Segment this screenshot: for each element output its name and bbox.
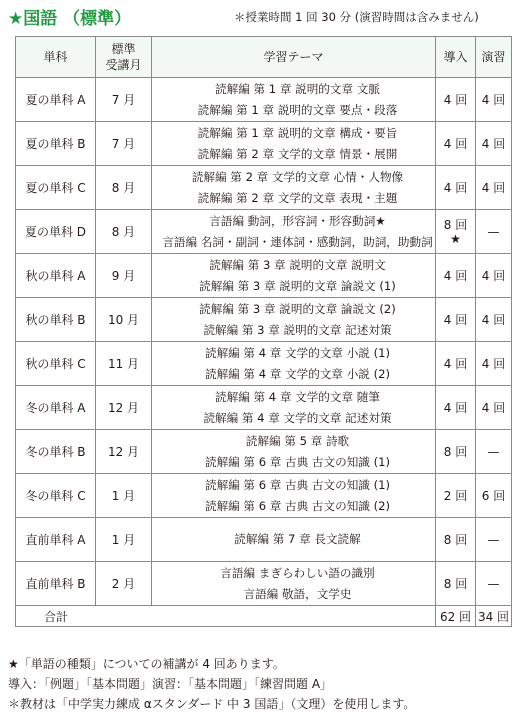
curriculum-table bbox=[15, 36, 512, 627]
subject-cell: 秋の単科 C bbox=[16, 342, 96, 386]
theme-line: 読解編 第 6 章 古典 古文の知識 (1) bbox=[204, 477, 391, 492]
table-row bbox=[16, 562, 512, 606]
subject-cell: 夏の単科 C bbox=[16, 166, 96, 210]
theme-cell bbox=[152, 298, 436, 342]
header-intro: 導入 bbox=[436, 37, 476, 78]
practice-cell: 4 回 bbox=[476, 254, 512, 298]
subject-cell: 直前単科 B bbox=[16, 562, 96, 606]
table-row bbox=[16, 386, 512, 430]
footer-note-2: 導入：「例題」「基本問題」演習：「基本問題」「練習問題 A」 bbox=[8, 677, 333, 691]
page-title: ★国語 （標準） bbox=[8, 9, 132, 29]
theme-cell bbox=[152, 518, 436, 562]
theme-cell bbox=[152, 386, 436, 430]
intro-cell: 8 回 bbox=[436, 430, 476, 474]
month-cell: 9 月 bbox=[96, 254, 152, 298]
subject-cell: 秋の単科 A bbox=[16, 254, 96, 298]
total-row bbox=[16, 606, 512, 627]
table-row bbox=[16, 430, 512, 474]
practice-cell: 6 回 bbox=[476, 474, 512, 518]
intro-count: 8 回 bbox=[443, 217, 468, 232]
theme-cell bbox=[152, 430, 436, 474]
intro-cell: 4 回 bbox=[436, 78, 476, 122]
month-cell: 2 月 bbox=[96, 562, 152, 606]
header-subject: 単科 bbox=[16, 37, 96, 78]
subject-cell: 夏の単科 A bbox=[16, 78, 96, 122]
month-cell: 11 月 bbox=[96, 342, 152, 386]
theme-line: 読解編 第 3 章 説明的文章 説明文 bbox=[209, 257, 386, 272]
theme-line: 言語編 敬語，文学史 bbox=[243, 586, 352, 601]
intro-cell: 4 回 bbox=[436, 166, 476, 210]
practice-cell: 4 回 bbox=[476, 78, 512, 122]
practice-cell: — bbox=[476, 518, 512, 562]
theme-cell bbox=[152, 254, 436, 298]
month-cell: 7 月 bbox=[96, 78, 152, 122]
theme-line: 言語編 動詞，形容詞・形容動詞★ bbox=[209, 213, 386, 228]
intro-cell: 8 回 bbox=[436, 518, 476, 562]
intro-cell: 4 回 bbox=[436, 386, 476, 430]
practice-cell: 4 回 bbox=[476, 298, 512, 342]
theme-cell bbox=[152, 474, 436, 518]
month-cell: 12 月 bbox=[96, 430, 152, 474]
practice-cell: 4 回 bbox=[476, 122, 512, 166]
intro-cell: 4 回 bbox=[436, 342, 476, 386]
subject-cell: 夏の単科 D bbox=[16, 210, 96, 254]
theme-line: 言語編 名詞・副詞・連体詞・感動詞，助詞，助動詞 bbox=[162, 234, 433, 249]
header-practice: 演習 bbox=[476, 37, 512, 78]
header-theme: 学習テーマ bbox=[152, 37, 436, 78]
table-row bbox=[16, 298, 512, 342]
intro-cell: 4 回 bbox=[436, 298, 476, 342]
theme-line: 読解編 第 7 章 長文読解 bbox=[234, 532, 361, 546]
theme-line: 読解編 第 3 章 説明的文章 論説文 (1) bbox=[199, 278, 396, 293]
month-cell: 10 月 bbox=[96, 298, 152, 342]
theme-line: 読解編 第 6 章 古典 古文の知識 (1) bbox=[204, 454, 391, 469]
theme-cell bbox=[152, 342, 436, 386]
table-row bbox=[16, 342, 512, 386]
month-cell: 7 月 bbox=[96, 122, 152, 166]
theme-line: 読解編 第 5 章 詩歌 bbox=[245, 433, 350, 448]
total-intro: 62 回 bbox=[436, 606, 476, 627]
table-row bbox=[16, 254, 512, 298]
month-cell: 1 月 bbox=[96, 518, 152, 562]
theme-line: 読解編 第 1 章 説明的文章 文脈 bbox=[215, 81, 380, 96]
subject-cell: 秋の単科 B bbox=[16, 298, 96, 342]
table-row bbox=[16, 78, 512, 122]
month-cell: 8 月 bbox=[96, 210, 152, 254]
practice-cell: — bbox=[476, 210, 512, 254]
theme-line: 読解編 第 3 章 説明的文章 記述対策 bbox=[203, 322, 392, 337]
theme-line: 読解編 第 6 章 古典 古文の知識 (2) bbox=[204, 498, 391, 513]
total-practice: 34 回 bbox=[476, 606, 512, 627]
theme-line: 読解編 第 3 章 説明的文章 論説文 (2) bbox=[199, 301, 396, 316]
practice-cell: — bbox=[476, 430, 512, 474]
header-standard-month bbox=[96, 37, 152, 78]
total-label: 合計 bbox=[16, 606, 436, 627]
subject-cell: 直前単科 A bbox=[16, 518, 96, 562]
footer-note-1: ★「単語の種類」についての補講が 4 回あります。 bbox=[8, 657, 285, 671]
table-row bbox=[16, 210, 512, 254]
month-cell: 12 月 bbox=[96, 386, 152, 430]
theme-line: 読解編 第 2 章 文学的文章 表現・主題 bbox=[197, 190, 398, 205]
footer-notes bbox=[8, 654, 415, 714]
subject-cell: 夏の単科 B bbox=[16, 122, 96, 166]
intro-cell: 8 回 bbox=[436, 562, 476, 606]
subject-cell: 冬の単科 B bbox=[16, 430, 96, 474]
practice-cell: — bbox=[476, 562, 512, 606]
intro-cell bbox=[436, 210, 476, 254]
theme-cell bbox=[152, 166, 436, 210]
practice-cell: 4 回 bbox=[476, 166, 512, 210]
theme-line: 読解編 第 2 章 文学的文章 心情・人物像 bbox=[191, 169, 404, 184]
theme-cell bbox=[152, 122, 436, 166]
theme-cell bbox=[152, 78, 436, 122]
theme-line: 読解編 第 4 章 文学的文章 記述対策 bbox=[203, 410, 392, 425]
table-row bbox=[16, 474, 512, 518]
intro-cell: 2 回 bbox=[436, 474, 476, 518]
practice-cell: 4 回 bbox=[476, 386, 512, 430]
theme-line: 言語編 まぎらわしい語の識別 bbox=[220, 565, 375, 580]
table-header-row bbox=[16, 37, 512, 78]
theme-line: 読解編 第 1 章 説明的文章 構成・要旨 bbox=[197, 125, 398, 140]
subject-cell: 冬の単科 A bbox=[16, 386, 96, 430]
theme-line: 読解編 第 1 章 説明的文章 要点・段落 bbox=[197, 102, 398, 117]
footer-note-3: ＊教材は「中学実力練成 αスタンダード 中 3 国語」（文理）を使用します。 bbox=[8, 697, 416, 711]
table-row bbox=[16, 122, 512, 166]
intro-cell: 4 回 bbox=[436, 254, 476, 298]
month-cell: 8 月 bbox=[96, 166, 152, 210]
header-standard-month-text: 標準 受講月 bbox=[105, 42, 142, 72]
month-cell: 1 月 bbox=[96, 474, 152, 518]
intro-cell: 4 回 bbox=[436, 122, 476, 166]
theme-line: 読解編 第 4 章 文学的文章 小説 (2) bbox=[204, 366, 391, 381]
class-time-note: ＊授業時間 1 回 30 分 (演習時間は含みません) bbox=[234, 10, 479, 24]
practice-cell: 4 回 bbox=[476, 342, 512, 386]
theme-cell bbox=[152, 210, 436, 254]
theme-cell bbox=[152, 562, 436, 606]
table-row bbox=[16, 518, 512, 562]
table-row bbox=[16, 166, 512, 210]
theme-line: 読解編 第 4 章 文学的文章 小説 (1) bbox=[204, 345, 391, 360]
theme-line: 読解編 第 2 章 文学的文章 情景・展開 bbox=[197, 146, 398, 161]
theme-line: 読解編 第 4 章 文学的文章 随筆 bbox=[215, 389, 380, 404]
subject-cell: 冬の単科 C bbox=[16, 474, 96, 518]
intro-star-mark: ★ bbox=[450, 231, 461, 246]
